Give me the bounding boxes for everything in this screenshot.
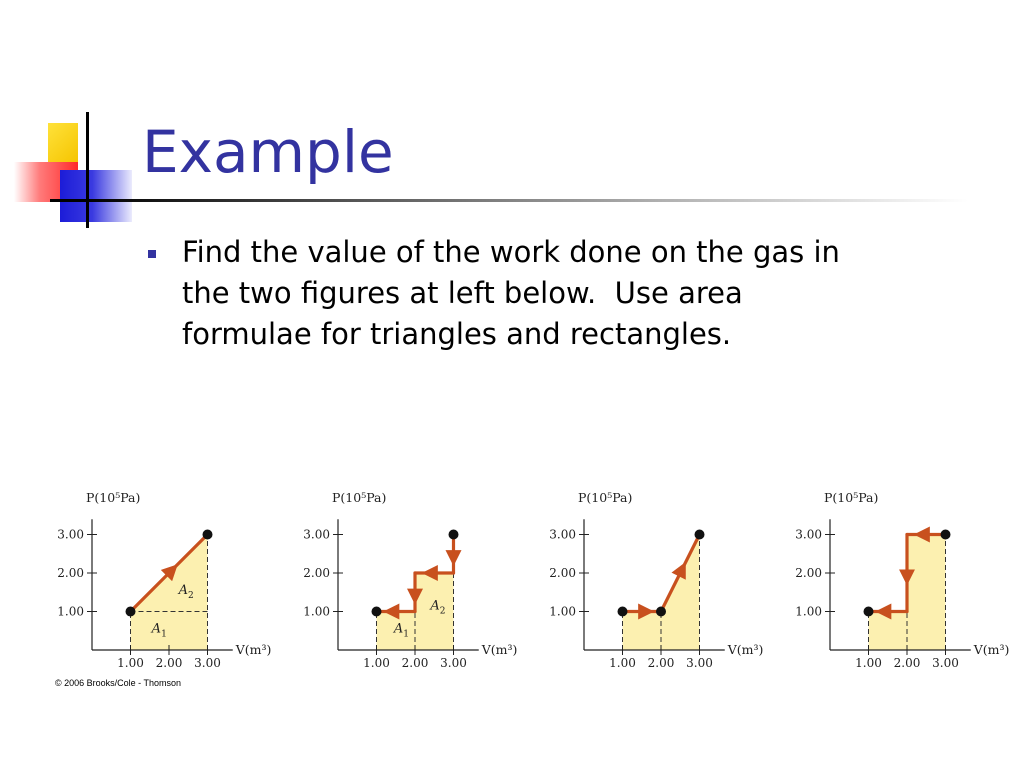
x-tick-label: 1.00 [363, 656, 390, 670]
y-tick-label: 2.00 [549, 566, 576, 580]
state-point [656, 607, 666, 617]
x-tick-label: 3.00 [686, 656, 713, 670]
area-label: $A_2$ [430, 598, 446, 617]
slide-title: Example [142, 118, 394, 186]
y-axis-label: P(10⁵Pa) [824, 490, 879, 505]
y-axis-label: P(10⁵Pa) [332, 490, 387, 505]
y-axis-label: P(10⁵Pa) [86, 490, 141, 505]
area-label: $A_2$ [178, 583, 194, 602]
x-tick-label: 2.00 [401, 656, 429, 670]
x-tick-label: 3.00 [440, 656, 467, 670]
bullet-text [182, 232, 982, 355]
title-decoration [0, 0, 140, 230]
decor-vertical-line [86, 112, 89, 228]
work-area-fill [131, 535, 208, 651]
pv-diagrams [40, 480, 1010, 700]
y-axis-label: P(10⁵Pa) [578, 490, 633, 505]
pv-chart-3 [549, 490, 763, 670]
y-tick-label: 1.00 [795, 604, 822, 619]
x-tick-label: 2.00 [893, 656, 921, 670]
x-tick-label: 3.00 [194, 656, 221, 670]
y-tick-label: 3.00 [795, 527, 822, 542]
state-point [449, 530, 459, 540]
x-tick-label: 1.00 [855, 656, 882, 670]
decor-yellow-square [48, 123, 78, 163]
pv-chart-4 [795, 490, 1009, 670]
x-tick-label: 1.00 [609, 656, 636, 670]
y-tick-label: 3.00 [549, 527, 576, 542]
bullet-line: formulae for triangles and rectangles. [182, 317, 732, 351]
pv-chart-1 [57, 490, 271, 670]
y-tick-label: 1.00 [303, 604, 330, 619]
x-tick-label: 3.00 [932, 656, 959, 670]
decor-blue-square [60, 170, 132, 222]
title-underline [88, 199, 968, 202]
y-tick-label: 1.00 [549, 604, 576, 619]
state-point [695, 530, 705, 540]
y-tick-label: 1.00 [57, 604, 84, 619]
area-label: $A_1$ [393, 621, 409, 640]
copyright-notice: © 2006 Brooks/Cole - Thomson [55, 678, 182, 688]
state-point [618, 607, 628, 617]
x-tick-label: 1.00 [117, 656, 144, 670]
state-point [941, 530, 951, 540]
state-point [126, 607, 136, 617]
state-point [864, 607, 874, 617]
area-label: $A_1$ [151, 621, 167, 640]
x-tick-label: 2.00 [155, 656, 183, 670]
bullet-line: the two figures at left below. Use area [182, 276, 743, 310]
y-tick-label: 3.00 [303, 527, 330, 542]
area-label-subscript: 2 [439, 606, 446, 617]
x-axis-label: V(m³) [973, 642, 1010, 657]
x-axis-label: V(m³) [727, 642, 764, 657]
y-tick-label: 3.00 [57, 527, 84, 542]
pv-chart-2 [303, 490, 517, 670]
x-axis-label: V(m³) [235, 642, 272, 657]
state-point [372, 607, 382, 617]
area-label-subscript: 1 [403, 629, 409, 640]
x-axis-label: V(m³) [481, 642, 518, 657]
state-point [203, 530, 213, 540]
bullet-square-icon [148, 250, 156, 258]
y-tick-label: 2.00 [57, 566, 84, 580]
area-label-subscript: 1 [161, 629, 167, 640]
x-tick-label: 2.00 [647, 656, 675, 670]
y-tick-label: 2.00 [795, 566, 822, 580]
bullet-line: Find the value of the work done on the gas in [182, 235, 840, 269]
y-tick-label: 2.00 [303, 566, 330, 580]
area-label-subscript: 2 [188, 591, 194, 602]
